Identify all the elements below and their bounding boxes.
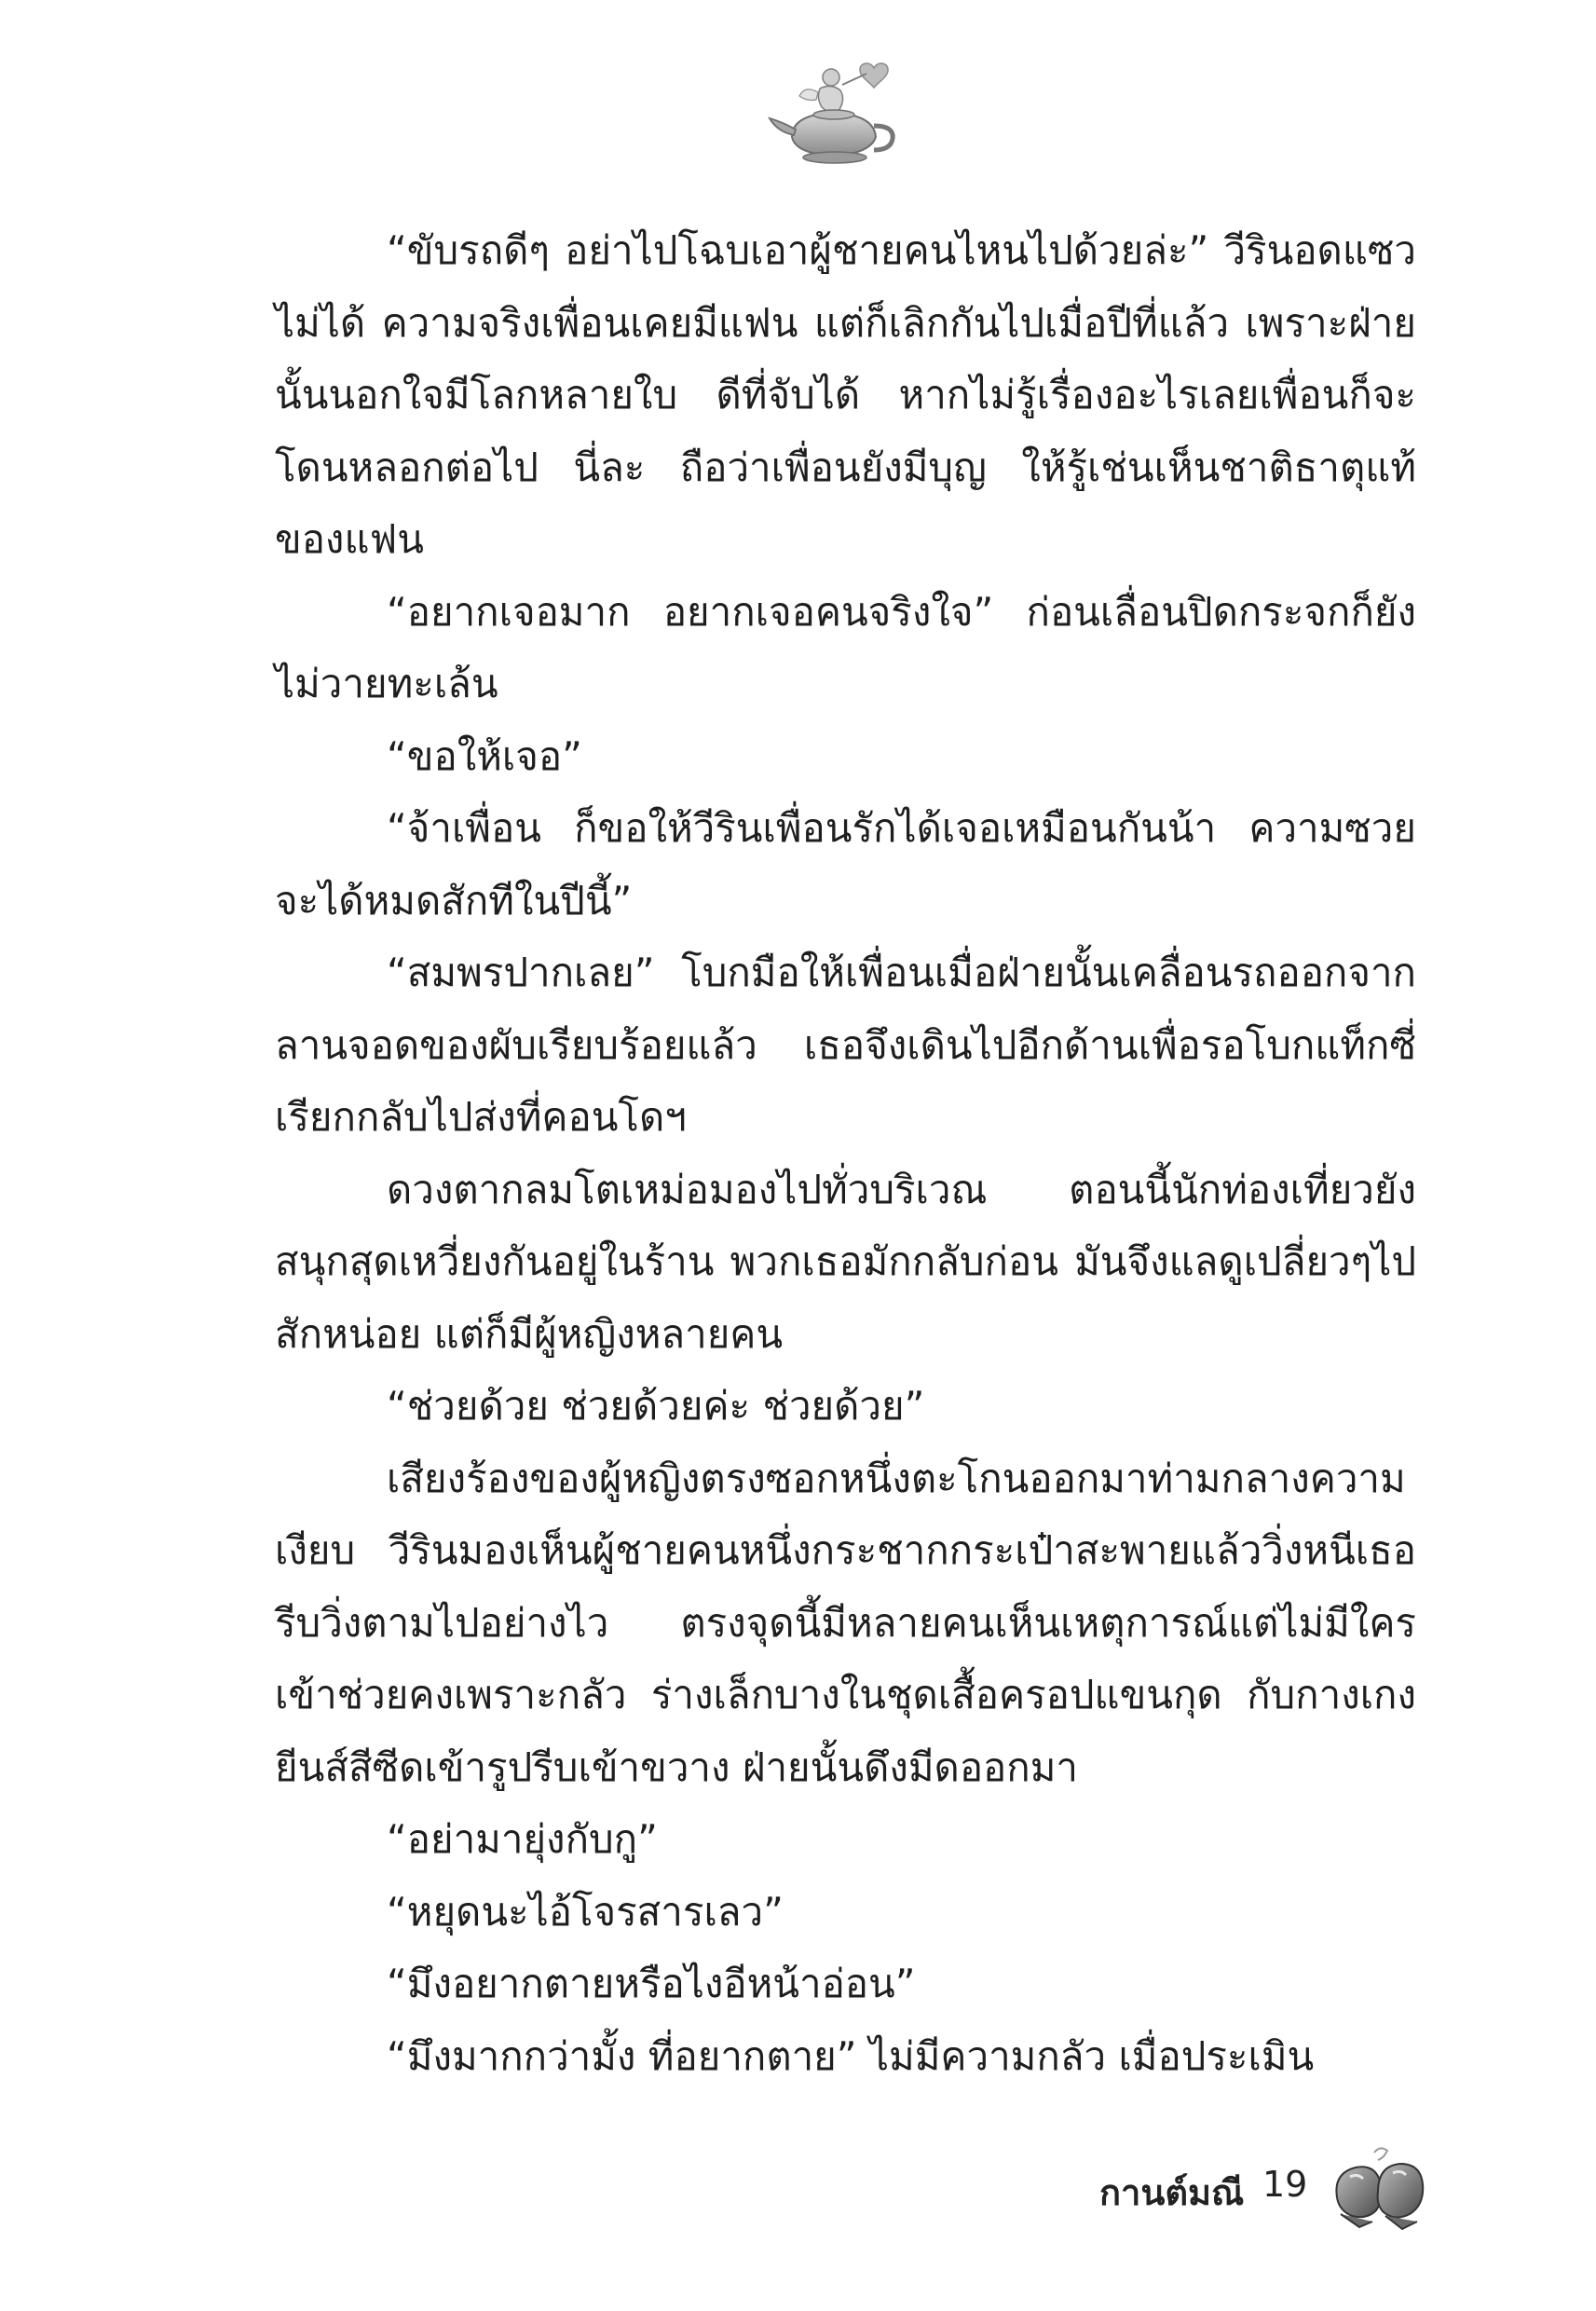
paragraph: เสียงร้องของผู้หญิงตรงซอกหนึ่งตะโกนออกมาท่ามกลางความเงียบ วีรินมองเห็นผู้ชายคนหนึ่งกระชากกระเป๋าสะพายแล้ววิ่งหนีเธอรีบวิ่งตามไปอย่างไว ตรงจุดนี้มีหลายคนเห็นเหตุการณ์แต่ไม่มีใครเข้าช่วยคงเพราะกลัว ร่างเล็กบางในชุดเสื้อครอปแขนกุด กับกางเกงยีนส์สีซีดเข้ารูปรีบเข้าขวาง ฝ่ายนั้นดึงมีดออกมา [275, 1455, 1416, 1790]
paragraph: “จ้าเพื่อน ก็ขอให้วีรินเพื่อนรักได้เจอเหมือนกันน้า ความซวยจะได้หมดสักทีในปีนี้” [275, 805, 1416, 923]
book-title: กานต์มณี [1099, 2172, 1245, 2213]
paragraph: “อยากเจอมาก อยากเจอคนจริงใจ” ก่อนเลื่อนปิดกระจกก็ยังไม่วายทะเล้น [275, 588, 1416, 706]
paragraph: “มึงมากกว่ามั้ง ที่อยากตาย” ไม่มีความกลัว เมื่อประเมิน [387, 2032, 1315, 2079]
cupid-teapot-icon [764, 51, 904, 172]
paragraph: “ขอให้เจอ” [387, 732, 582, 779]
chapter-body [275, 214, 1416, 2092]
page-footer [1071, 2143, 1444, 2246]
paragraph: “ขับรถดีๆ อย่าไปโฉบเอาผู้ชายคนไหนไปด้วยล่ะ” วีรินอดแซวไม่ได้ ความจริงเพื่อนเคยมีแฟน แต่ก็เลิกกันไปเมื่อปีที่แล้ว เพราะฝ่ายนั้นนอกใจมีโลกหลายใบ ดีที่จับได้ หากไม่รู้เรื่องอะไรเลยเพื่อนก็จะโดนหลอกต่อไป นี่ละ ถือว่าเพื่อนยังมีบุญ ให้รู้เช่นเห็นชาติธาตุแท้ของแฟน [275, 227, 1416, 562]
paragraph: ดวงตากลมโตเหม่อมองไปทั่วบริเวณ ตอนนี้นักท่องเที่ยวยังสนุกสุดเหวี่ยงกันอยู่ในร้าน พวกเธอมักกลับก่อน มันจึงแลดูเปลี่ยวๆไปสักหน่อย แต่ก็มีผู้หญิงหลายคน [275, 1166, 1416, 1357]
paragraph: “มึงอยากตายหรือไงอีหน้าอ่อน” [387, 1961, 916, 2006]
paragraph: “หยุดนะไอ้โจรสารเลว” [387, 1888, 784, 1935]
paragraph: “อย่ามายุ่งกับกู” [387, 1816, 658, 1862]
paragraph: “ช่วยด้วย ช่วยด้วยค่ะ ช่วยด้วย” [387, 1383, 925, 1429]
page-number: 19 [1262, 2164, 1308, 2205]
boxing-gloves-icon [1328, 2143, 1430, 2236]
paragraph: “สมพรปากเลย” โบกมือให้เพื่อนเมื่อฝ่ายนั้นเคลื่อนรถออกจากลานจอดของผับเรียบร้อยแล้ว เธอจึงเดินไปอีกด้านเพื่อรอโบกแท็กซี่เรียกกลับไปส่งที่คอนโดฯ [275, 950, 1416, 1140]
